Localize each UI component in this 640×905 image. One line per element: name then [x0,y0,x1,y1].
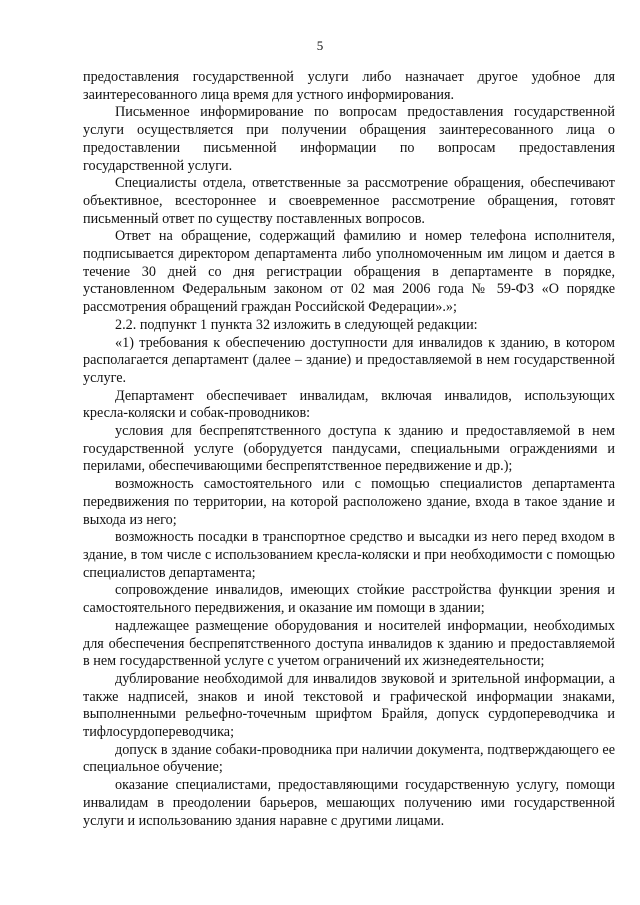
paragraph: Письменное информирование по вопросам предоставления государственной услуги осуществляется при получении обращения заинтересованного лица о предоставлении письменной информации по вопросам предоставления государственной услуги. [83,104,615,174]
paragraph: 2.2. подпункт 1 пункта 32 изложить в следующей редакции: [115,316,478,333]
page-number: 5 [316,38,324,53]
paragraph: оказание специалистами, предоставляющими государственную услугу, помощи инвалидам в преодолении барьеров, мешающих получению ими государственной услуги и использованию здания наравне с другими лицами. [83,777,615,829]
paragraph: надлежащее размещение оборудования и носителей информации, необходимых для обеспечения беспрепятственного доступа инвалидов к зданию и предоставляемой в нем государственной услуге с учетом ограничений их жизнедеятельности; [83,617,615,670]
paragraph: возможность посадки в транспортное средство и высадки из него перед входом в здание, в том числе с использованием кресла-коляски и при необходимости с помощью специалистов департамента; [83,529,615,581]
paragraph: условия для беспрепятственного доступа к зданию и предоставляемой в нем государственной услуге (оборудуется пандусами, специальными ограждениями и перилами, обеспечивающими беспрепятственное передвижение и др.); [83,423,615,475]
paragraph: сопровождение инвалидов, имеющих стойкие расстройства функции зрения и самостоятельного передвижения, и оказание им помощи в здании; [83,582,615,617]
document-body [83,69,615,830]
paragraph: дублирование необходимой для инвалидов звуковой и зрительной информации, а также надписей, знаков и иной текстовой и графической информации знаками, выполненными рельефно-точечным шрифтом Брайля, допуск сурдопереводчика и тифлосурдопереводчика; [83,670,615,741]
paragraph: возможность самостоятельного или с помощью специалистов департамента передвижения по территории, на которой расположено здание, входа в такое здание и выхода из него; [83,476,615,528]
paragraph: «1) требования к обеспечению доступности для инвалидов к зданию, в котором располагается департамент (далее – здание) и предоставляемой в нем государственной услуге. [83,334,615,386]
paragraph: предоставления государственной услуги либо назначает другое удобное для заинтересованного лица время для устного информирования. [83,69,615,103]
paragraph: допуск в здание собаки-проводника при наличии документа, подтверждающего ее специальное обучение; [83,741,615,776]
paragraph: Ответ на обращение, содержащий фамилию и номер телефона исполнителя, подписывается директором департамента либо уполномоченным им лицом и дается в течение 30 дней со дня регистрации обращения в департаменте в порядке, установленном Федеральным законом от 02 мая 2006 года № 59-ФЗ «О порядке рассмотрения обращений граждан Российской Федерации».»; [83,228,615,316]
paragraph: Специалисты отдела, ответственные за рассмотрение обращения, обеспечивают объективное, всестороннее и своевременное рассмотрение обращения, готовят письменный ответ по существу поставленных вопросов. [83,175,615,227]
paragraph: Департамент обеспечивает инвалидам, включая инвалидов, использующих кресла-коляски и собак-проводников: [83,387,615,422]
